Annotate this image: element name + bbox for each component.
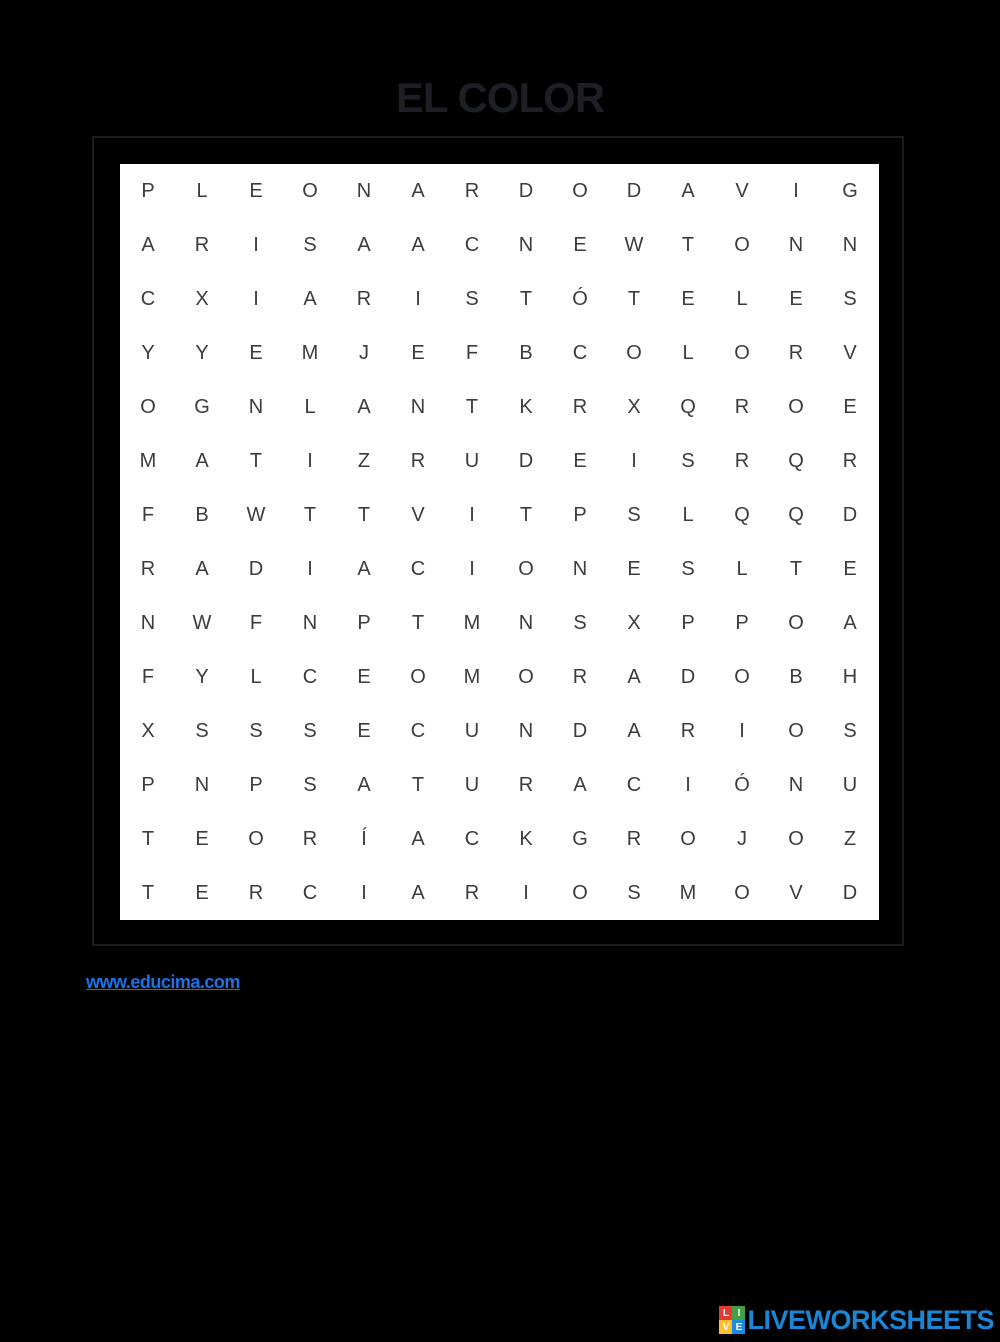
grid-cell[interactable]: J: [737, 827, 747, 850]
grid-cell[interactable]: R: [248, 881, 264, 904]
grid-cell[interactable]: R: [572, 395, 588, 418]
grid-cell[interactable]: I: [685, 773, 691, 796]
grid-cell[interactable]: R: [788, 341, 804, 364]
grid-cell[interactable]: E: [195, 881, 209, 904]
liveworksheets-brand[interactable]: [719, 1304, 994, 1336]
grid-cell[interactable]: R: [842, 449, 858, 472]
grid-cell[interactable]: O: [302, 179, 318, 202]
grid-cell[interactable]: O: [788, 719, 804, 742]
grid-cell[interactable]: K: [519, 827, 533, 850]
grid-cell[interactable]: S: [843, 287, 857, 310]
grid-cell[interactable]: H: [842, 665, 858, 688]
grid-cell[interactable]: P: [249, 773, 263, 796]
grid-cell[interactable]: A: [411, 827, 425, 850]
grid-cell[interactable]: I: [631, 449, 637, 472]
grid-cell[interactable]: S: [303, 773, 317, 796]
grid-cell[interactable]: G: [194, 395, 210, 418]
grid-cell[interactable]: T: [141, 881, 155, 904]
grid-cell[interactable]: I: [253, 233, 259, 256]
grid-cell[interactable]: A: [303, 287, 317, 310]
grid-cell[interactable]: T: [627, 287, 641, 310]
grid-cell[interactable]: U: [842, 773, 858, 796]
grid-cell[interactable]: C: [302, 665, 318, 688]
grid-cell[interactable]: E: [357, 719, 371, 742]
grid-cell[interactable]: N: [410, 395, 426, 418]
grid-cell[interactable]: U: [464, 773, 480, 796]
grid-cell[interactable]: N: [518, 233, 534, 256]
grid-cell[interactable]: O: [734, 881, 750, 904]
grid-cell[interactable]: T: [303, 503, 317, 526]
grid-cell[interactable]: W: [246, 503, 266, 526]
word-search-panel: [120, 164, 879, 920]
grid-cell[interactable]: N: [788, 233, 804, 256]
grid-cell[interactable]: L: [736, 287, 748, 310]
grid-cell[interactable]: A: [357, 395, 371, 418]
grid-cell[interactable]: R: [626, 827, 642, 850]
grid-cell[interactable]: R: [464, 179, 480, 202]
grid-cell[interactable]: O: [140, 395, 156, 418]
grid-cell[interactable]: S: [465, 287, 479, 310]
grid-cell[interactable]: X: [195, 287, 209, 310]
grid-cell[interactable]: T: [519, 503, 533, 526]
grid-cell[interactable]: R: [572, 665, 588, 688]
grid-cell[interactable]: I: [523, 881, 529, 904]
grid-cell[interactable]: X: [627, 395, 641, 418]
grid-cell[interactable]: O: [788, 611, 804, 634]
grid-cell[interactable]: O: [680, 827, 696, 850]
grid-cell[interactable]: P: [141, 773, 155, 796]
grid-cell[interactable]: E: [249, 341, 263, 364]
grid-cell[interactable]: T: [357, 503, 371, 526]
grid-cell[interactable]: Q: [734, 503, 750, 526]
grid-cell[interactable]: X: [141, 719, 155, 742]
grid-cell[interactable]: S: [303, 233, 317, 256]
grid-cell[interactable]: V: [411, 503, 425, 526]
grid-cell[interactable]: X: [627, 611, 641, 634]
grid-cell[interactable]: A: [195, 557, 209, 580]
grid-cell[interactable]: E: [411, 341, 425, 364]
logo-letter: L: [719, 1306, 732, 1320]
grid-cell[interactable]: D: [842, 503, 858, 526]
grid-cell[interactable]: E: [627, 557, 641, 580]
grid-cell[interactable]: Q: [788, 449, 804, 472]
grid-cell[interactable]: L: [736, 557, 748, 580]
grid-cell[interactable]: L: [250, 665, 262, 688]
grid-cell[interactable]: E: [573, 233, 587, 256]
grid-cell[interactable]: U: [464, 449, 480, 472]
grid-cell[interactable]: C: [626, 773, 642, 796]
grid-cell[interactable]: V: [843, 341, 857, 364]
logo-letter: E: [732, 1320, 745, 1334]
grid-cell[interactable]: D: [572, 719, 588, 742]
grid-cell[interactable]: F: [141, 665, 155, 688]
grid-cell[interactable]: O: [788, 827, 804, 850]
grid-cell[interactable]: N: [248, 395, 264, 418]
grid-cell[interactable]: J: [359, 341, 369, 364]
grid-cell[interactable]: P: [681, 611, 695, 634]
grid-cell[interactable]: F: [141, 503, 155, 526]
grid-cell[interactable]: T: [249, 449, 263, 472]
grid-cell[interactable]: N: [788, 773, 804, 796]
grid-cell[interactable]: T: [411, 773, 425, 796]
grid-cell[interactable]: N: [302, 611, 318, 634]
grid-cell[interactable]: E: [249, 179, 263, 202]
grid-cell[interactable]: C: [140, 287, 156, 310]
grid-cell[interactable]: I: [415, 287, 421, 310]
grid-cell[interactable]: R: [734, 449, 750, 472]
grid-cell[interactable]: T: [465, 395, 479, 418]
grid-cell[interactable]: N: [518, 611, 534, 634]
grid-cell[interactable]: R: [680, 719, 696, 742]
grid-cell[interactable]: P: [573, 503, 587, 526]
grid-cell[interactable]: V: [789, 881, 803, 904]
grid-cell[interactable]: S: [303, 719, 317, 742]
grid-cell[interactable]: S: [249, 719, 263, 742]
grid-cell[interactable]: E: [681, 287, 695, 310]
grid-cell[interactable]: T: [141, 827, 155, 850]
grid-cell[interactable]: O: [518, 665, 534, 688]
page-title: EL COLOR: [395, 74, 605, 121]
grid-cell[interactable]: O: [626, 341, 642, 364]
grid-cell[interactable]: C: [410, 557, 426, 580]
grid-cell[interactable]: F: [465, 341, 479, 364]
grid-cell[interactable]: G: [842, 179, 858, 202]
grid-cell[interactable]: D: [842, 881, 858, 904]
grid-cell[interactable]: A: [357, 233, 371, 256]
grid-cell[interactable]: W: [624, 233, 644, 256]
grid-cell[interactable]: L: [196, 179, 208, 202]
grid-cell[interactable]: Ó: [572, 287, 588, 310]
grid-cell[interactable]: I: [469, 557, 475, 580]
grid-cell[interactable]: O: [788, 395, 804, 418]
grid-cell[interactable]: S: [573, 611, 587, 634]
grid-cell[interactable]: C: [302, 881, 318, 904]
grid-cell[interactable]: S: [681, 557, 695, 580]
grid-cell[interactable]: I: [253, 287, 259, 310]
grid-cell[interactable]: R: [464, 881, 480, 904]
grid-cell[interactable]: R: [734, 395, 750, 418]
grid-cell[interactable]: W: [192, 611, 212, 634]
grid-cell[interactable]: R: [194, 233, 210, 256]
grid-cell[interactable]: G: [572, 827, 588, 850]
grid-cell[interactable]: M: [301, 341, 319, 364]
grid-cell[interactable]: I: [361, 881, 367, 904]
grid-cell[interactable]: N: [842, 233, 858, 256]
grid-cell[interactable]: A: [357, 773, 371, 796]
grid-cell[interactable]: T: [519, 287, 533, 310]
grid-cell[interactable]: I: [307, 449, 313, 472]
grid-cell[interactable]: L: [682, 341, 694, 364]
grid-cell[interactable]: M: [679, 881, 697, 904]
grid-cell[interactable]: C: [410, 719, 426, 742]
grid-cell[interactable]: T: [789, 557, 803, 580]
grid-cell[interactable]: D: [248, 557, 264, 580]
grid-cell[interactable]: Z: [843, 827, 857, 850]
grid-cell[interactable]: Y: [141, 341, 155, 364]
grid-cell[interactable]: I: [307, 557, 313, 580]
grid-cell[interactable]: A: [411, 881, 425, 904]
grid-cell[interactable]: D: [680, 665, 696, 688]
grid-cell[interactable]: N: [194, 773, 210, 796]
grid-cell[interactable]: D: [518, 449, 534, 472]
grid-cell[interactable]: O: [572, 179, 588, 202]
grid-cell[interactable]: V: [735, 179, 749, 202]
grid-cell[interactable]: K: [519, 395, 533, 418]
grid-cell[interactable]: I: [739, 719, 745, 742]
grid-cell[interactable]: P: [141, 179, 155, 202]
grid-cell[interactable]: A: [627, 665, 641, 688]
grid-cell[interactable]: R: [140, 557, 156, 580]
grid-cell[interactable]: Q: [788, 503, 804, 526]
grid-cell[interactable]: O: [734, 665, 750, 688]
grid-cell[interactable]: M: [139, 449, 157, 472]
grid-cell[interactable]: E: [789, 287, 803, 310]
grid-cell[interactable]: R: [410, 449, 426, 472]
grid-cell[interactable]: L: [304, 395, 316, 418]
grid-cell[interactable]: Q: [680, 395, 696, 418]
grid-cell[interactable]: L: [682, 503, 694, 526]
grid-cell[interactable]: R: [518, 773, 534, 796]
grid-cell[interactable]: E: [573, 449, 587, 472]
grid-cell[interactable]: C: [464, 233, 480, 256]
grid-cell[interactable]: E: [843, 557, 857, 580]
grid-cell[interactable]: A: [681, 179, 695, 202]
grid-cell[interactable]: E: [357, 665, 371, 688]
grid-cell[interactable]: U: [464, 719, 480, 742]
grid-cell[interactable]: A: [357, 557, 371, 580]
grid-cell[interactable]: O: [734, 341, 750, 364]
liveworksheets-logo-icon: [719, 1306, 745, 1334]
grid-cell[interactable]: Y: [195, 341, 209, 364]
grid-cell[interactable]: S: [627, 881, 641, 904]
grid-cell[interactable]: O: [734, 233, 750, 256]
grid-cell[interactable]: A: [411, 179, 425, 202]
grid-cell[interactable]: M: [463, 611, 481, 634]
grid-cell[interactable]: N: [572, 557, 588, 580]
grid-cell[interactable]: Ó: [734, 773, 750, 796]
grid-cell[interactable]: O: [518, 557, 534, 580]
grid-cell[interactable]: I: [793, 179, 799, 202]
grid-cell[interactable]: A: [627, 719, 641, 742]
grid-cell[interactable]: Í: [361, 827, 367, 850]
grid-cell[interactable]: A: [843, 611, 857, 634]
grid-cell[interactable]: D: [626, 179, 642, 202]
word-search-grid[interactable]: [120, 164, 879, 920]
grid-cell[interactable]: A: [573, 773, 587, 796]
grid-cell[interactable]: E: [843, 395, 857, 418]
grid-cell[interactable]: S: [627, 503, 641, 526]
grid-cell[interactable]: B: [195, 503, 209, 526]
grid-cell[interactable]: C: [464, 827, 480, 850]
grid-cell[interactable]: T: [411, 611, 425, 634]
grid-cell[interactable]: O: [410, 665, 426, 688]
grid-cell[interactable]: S: [843, 719, 857, 742]
grid-cell[interactable]: D: [518, 179, 534, 202]
grid-cell[interactable]: O: [248, 827, 264, 850]
grid-cell[interactable]: Y: [195, 665, 209, 688]
grid-cell[interactable]: S: [195, 719, 209, 742]
grid-cell[interactable]: C: [572, 341, 588, 364]
grid-cell[interactable]: N: [518, 719, 534, 742]
brand-text: LIVEWORKSHEETS: [747, 1304, 994, 1335]
grid-cell[interactable]: S: [681, 449, 695, 472]
grid-cell[interactable]: P: [735, 611, 749, 634]
grid-cell[interactable]: R: [302, 827, 318, 850]
grid-cell[interactable]: I: [469, 503, 475, 526]
grid-cell[interactable]: N: [356, 179, 372, 202]
grid-cell[interactable]: B: [789, 665, 803, 688]
grid-cell[interactable]: P: [357, 611, 371, 634]
grid-cell[interactable]: A: [195, 449, 209, 472]
grid-cell[interactable]: Z: [357, 449, 371, 472]
source-link[interactable]: www.educima.com: [86, 972, 240, 992]
grid-cell[interactable]: O: [572, 881, 588, 904]
grid-cell[interactable]: F: [249, 611, 263, 634]
grid-cell[interactable]: M: [463, 665, 481, 688]
grid-cell[interactable]: T: [681, 233, 695, 256]
logo-letter: V: [719, 1320, 732, 1334]
grid-cell[interactable]: N: [140, 611, 156, 634]
grid-cell[interactable]: A: [411, 233, 425, 256]
logo-letter: I: [732, 1306, 745, 1320]
grid-cell[interactable]: B: [519, 341, 533, 364]
grid-cell[interactable]: A: [141, 233, 155, 256]
grid-cell[interactable]: R: [356, 287, 372, 310]
grid-cell[interactable]: E: [195, 827, 209, 850]
